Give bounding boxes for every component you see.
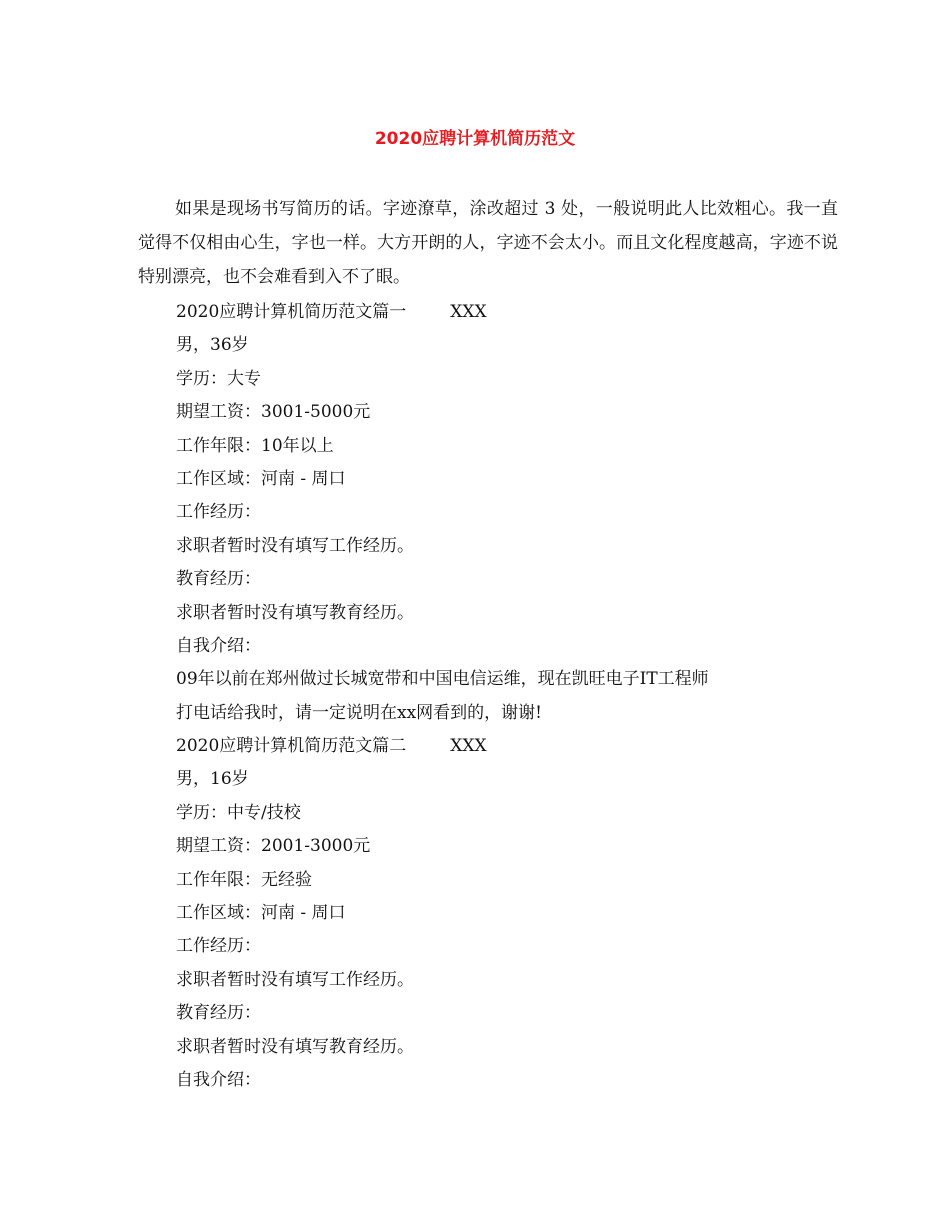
- resume-lines: [176, 296, 709, 1097]
- resume1-intro-line1: 09年以前在郑州做过长城宽带和中国电信运维，现在凯旺电子IT工程师: [176, 669, 709, 690]
- resume1-work-exp: 求职者暂时没有填写工作经历。: [176, 535, 414, 556]
- resume2-edu-exp: 求职者暂时没有填写教育经历。: [176, 1036, 414, 1057]
- resume2-education: 学历：中专/技校: [176, 802, 301, 823]
- resume2-work-exp: 求职者暂时没有填写工作经历。: [176, 969, 414, 990]
- resume2-salary: 期望工资：2001-3000元: [176, 836, 371, 857]
- resume2-work-years: 工作年限：无经验: [176, 869, 312, 890]
- resume1-edu-exp-label: 教育经历：: [176, 569, 261, 590]
- resume2-name: XXX: [450, 736, 487, 757]
- resume2-heading: 2020应聘计算机简历范文篇二: [176, 736, 407, 757]
- resume1-edu-exp: 求职者暂时没有填写教育经历。: [176, 602, 414, 623]
- document-title: 2020应聘计算机简历范文: [374, 129, 576, 149]
- resume1-heading: 2020应聘计算机简历范文篇一: [176, 302, 407, 322]
- resume2-work-exp-label: 工作经历：: [176, 936, 261, 957]
- resume2-edu-exp-label: 教育经历：: [176, 1003, 261, 1024]
- resume1-work-exp-label: 工作经历：: [176, 502, 261, 523]
- intro-paragraph: 如果是现场书写简历的话。字迹潦草，涂改超过 3 处，一般说明此人比效粗心。我一直觉得不仅相由心生，字也一样。大方开朗的人，字迹不会太小。而且文化程度越高，字迹不说特别漂亮，也不会难看到入不了眼。: [138, 199, 838, 287]
- resume1-name: XXX: [450, 302, 487, 322]
- resume2-heading-row: [176, 730, 709, 763]
- resume1-education: 学历：大专: [176, 368, 261, 389]
- resume1-intro-line2: 打电话给我时，请一定说明在xx网看到的，谢谢!: [176, 702, 543, 723]
- resume1-gender-age: 男，36岁: [176, 335, 249, 356]
- resume2-gender-age: 男，16岁: [176, 769, 249, 790]
- resume1-salary: 期望工资：3001-5000元: [176, 402, 371, 423]
- resume1-intro-label: 自我介绍：: [176, 635, 261, 656]
- resume1-heading-row: [176, 296, 709, 329]
- resume1-work-area: 工作区域：河南 - 周口: [176, 468, 346, 489]
- resume1-work-years: 工作年限：10年以上: [176, 435, 334, 456]
- resume2-intro-label: 自我介绍：: [176, 1069, 261, 1090]
- resume2-work-area: 工作区域：河南 - 周口: [176, 903, 346, 924]
